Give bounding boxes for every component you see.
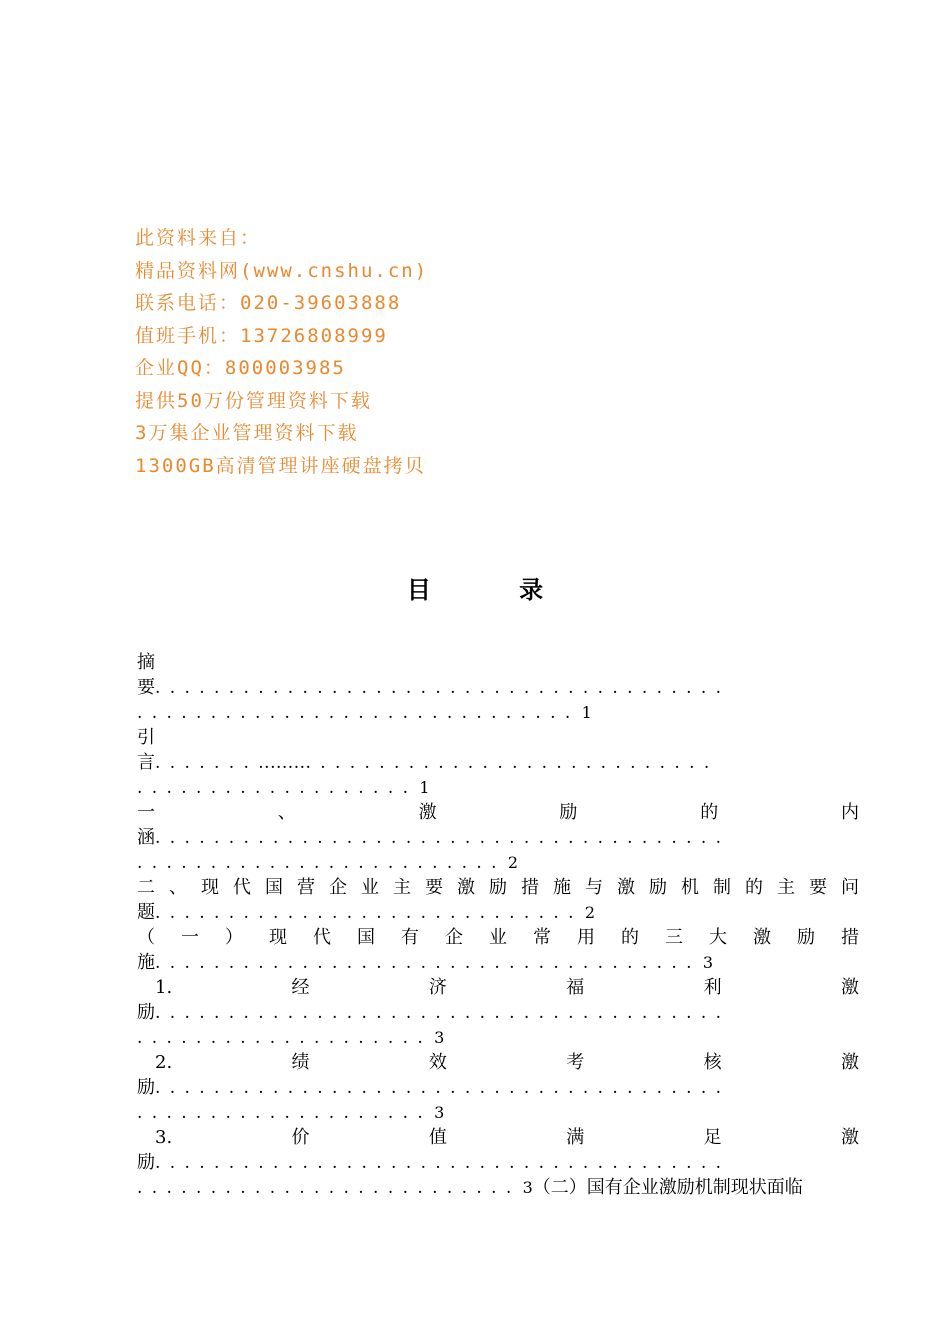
leader-dots: .......	[155, 753, 259, 773]
page-number: 2	[507, 853, 519, 872]
toc-line	[137, 750, 859, 775]
toc-entry-text: 励	[137, 1002, 155, 1023]
toc-entry-char: 主	[777, 877, 795, 898]
table-of-contents	[137, 650, 859, 1200]
toc-entry-char: 代	[233, 877, 251, 898]
toc-entry-char: 经	[291, 977, 310, 998]
toc-entry-text: 摘	[137, 652, 155, 673]
toc-entry-char: 值	[428, 1127, 447, 1148]
toc-entry-char: 、	[277, 802, 296, 823]
toc-entry-char: 足	[703, 1127, 722, 1148]
toc-entry-char: 大	[709, 927, 727, 948]
toc-entry-char: 励	[649, 877, 667, 898]
page-number: 3	[702, 953, 714, 972]
toc-line	[137, 1000, 859, 1025]
toc-entry-char: 措	[521, 877, 539, 898]
leader-dots: ........	[258, 753, 306, 773]
toc-line	[137, 900, 859, 925]
toc-entry-text: 引	[137, 727, 155, 748]
toc-entry-char: 常	[533, 927, 551, 948]
toc-entry-char: 企	[445, 927, 463, 948]
toc-entry-char: 一	[181, 927, 199, 948]
source-site-line: 精品资料网(www.cnshu.cn)	[135, 259, 429, 282]
leader-dots: ..............................	[137, 703, 580, 723]
toc-entry-char: 的	[621, 927, 639, 948]
source-offer-line: 1300GB高清管理讲座硬盘拷贝	[135, 454, 426, 477]
page-number: 3	[522, 1178, 533, 1197]
source-line: 此资料来自：	[135, 227, 262, 249]
toc-entry-char: 励	[797, 927, 815, 948]
toc-entry-char: 与	[585, 877, 603, 898]
toc-entry-char: 效	[428, 1052, 447, 1073]
toc-entry-char: 济	[428, 977, 447, 998]
toc-entry-char: 励	[489, 877, 507, 898]
leader-dots: .........................	[137, 853, 506, 873]
toc-entry-char: 励	[559, 802, 578, 823]
toc-entry-char: 核	[703, 1052, 722, 1073]
toc-line	[137, 675, 859, 700]
toc-entry-char: 福	[566, 977, 585, 998]
toc-entry-char: 三	[665, 927, 683, 948]
toc-entry-text: 涵	[137, 827, 155, 848]
toc-entry-char: 考	[566, 1052, 585, 1073]
source-mobile-line: 值班手机：13726808999	[135, 324, 388, 347]
toc-entry-text: 励	[137, 1152, 155, 1173]
toc-line	[137, 775, 859, 800]
leader-dots: .....................................	[155, 953, 701, 973]
toc-entry-char: 激	[753, 927, 771, 948]
toc-line	[137, 875, 859, 900]
toc-line	[137, 800, 859, 825]
toc-entry-char: 业	[361, 877, 379, 898]
toc-line	[137, 700, 859, 725]
toc-entry-char: 问	[841, 877, 859, 898]
leader-dots: ...................	[137, 778, 418, 798]
page-number: 3	[434, 1028, 445, 1047]
toc-entry-char: 的	[700, 802, 719, 823]
toc-entry-text: 励	[137, 1077, 155, 1098]
page-number: 1	[419, 778, 430, 797]
toc-line	[137, 1075, 859, 1100]
toc-entry-char: 价	[291, 1127, 310, 1148]
leader-dots: ....................	[137, 1103, 433, 1123]
toc-line	[137, 850, 859, 875]
toc-line	[137, 825, 859, 850]
toc-entry-char: （	[137, 927, 155, 948]
toc-entry-char: 业	[489, 927, 507, 948]
source-info-block	[135, 222, 428, 482]
toc-line	[137, 725, 859, 750]
toc-entry-char: 用	[577, 927, 595, 948]
toc-entry-char: 机	[681, 877, 699, 898]
leader-dots: ............................	[305, 753, 719, 773]
page-number: 2	[584, 903, 596, 922]
leader-dots: .............................	[155, 903, 583, 923]
toc-line	[137, 1025, 859, 1050]
toc-entry-char: 企	[329, 877, 347, 898]
toc-entry-char: 二	[137, 877, 155, 898]
toc-line	[137, 950, 859, 975]
toc-entry-text: 施	[137, 952, 155, 973]
toc-entry-char: 激	[840, 1127, 859, 1148]
toc-entry-text: 题	[137, 902, 155, 923]
page-number: 1	[581, 703, 592, 722]
toc-entry-char: 激	[617, 877, 635, 898]
toc-line	[137, 1100, 859, 1125]
source-offer-line: 提供50万份管理资料下载	[135, 389, 372, 412]
leader-dots: .......................................	[155, 1078, 731, 1098]
leader-dots: ..........................	[137, 1178, 521, 1198]
leader-dots: .......................................	[155, 1003, 731, 1023]
toc-entry-char: 的	[745, 877, 763, 898]
toc-entry-char: 国	[265, 877, 283, 898]
toc-line	[137, 1050, 859, 1075]
toc-entry-text: 言	[137, 752, 155, 773]
toc-entry-char: 主	[393, 877, 411, 898]
toc-entry-char: 施	[553, 877, 571, 898]
toc-entry-char: 激	[840, 977, 859, 998]
toc-entry-char: 2.	[155, 1052, 173, 1073]
toc-entry-char: 1.	[155, 977, 173, 998]
toc-entry-char: 利	[703, 977, 722, 998]
toc-entry-char: 内	[840, 802, 859, 823]
leader-dots: .......................................	[155, 828, 731, 848]
toc-entry-char: 一	[137, 802, 155, 823]
toc-line	[137, 1150, 859, 1175]
toc-entry-char: 、	[169, 877, 187, 898]
toc-entry-char: 激	[840, 1052, 859, 1073]
page-number: 3	[434, 1103, 445, 1122]
toc-entry-char: 代	[313, 927, 331, 948]
toc-entry-char: 营	[297, 877, 315, 898]
toc-entry-char: 现	[201, 877, 219, 898]
source-phone-line: 联系电话：020-39603888	[135, 292, 402, 314]
source-qq-line: 企业QQ：800003985	[135, 357, 346, 379]
toc-title: 目 录	[406, 576, 584, 604]
toc-line	[137, 975, 859, 1000]
leader-dots: ....................	[137, 1028, 433, 1048]
toc-line	[137, 1175, 859, 1200]
toc-entry-text: （二）国有企业激励机制现状面临	[532, 1177, 803, 1198]
toc-entry-char: 激	[418, 802, 437, 823]
toc-line	[137, 650, 859, 675]
toc-entry-char: 3.	[155, 1127, 173, 1148]
toc-line	[137, 1125, 859, 1150]
toc-entry-char: 要	[425, 877, 443, 898]
toc-entry-char: 制	[713, 877, 731, 898]
source-offer-line: 3万集企业管理资料下载	[135, 422, 359, 444]
toc-entry-char: ）	[225, 927, 243, 948]
toc-entry-char: 满	[566, 1127, 585, 1148]
toc-entry-char: 国	[357, 927, 375, 948]
leader-dots: .......................................	[155, 1153, 731, 1173]
leader-dots: .......................................	[155, 678, 731, 698]
toc-entry-char: 要	[809, 877, 827, 898]
toc-entry-char: 绩	[291, 1052, 310, 1073]
toc-entry-char: 措	[841, 927, 859, 948]
toc-entry-text: 要	[137, 677, 155, 698]
toc-line	[137, 925, 859, 950]
toc-entry-char: 现	[269, 927, 287, 948]
toc-entry-char: 激	[457, 877, 475, 898]
toc-entry-char: 有	[401, 927, 419, 948]
